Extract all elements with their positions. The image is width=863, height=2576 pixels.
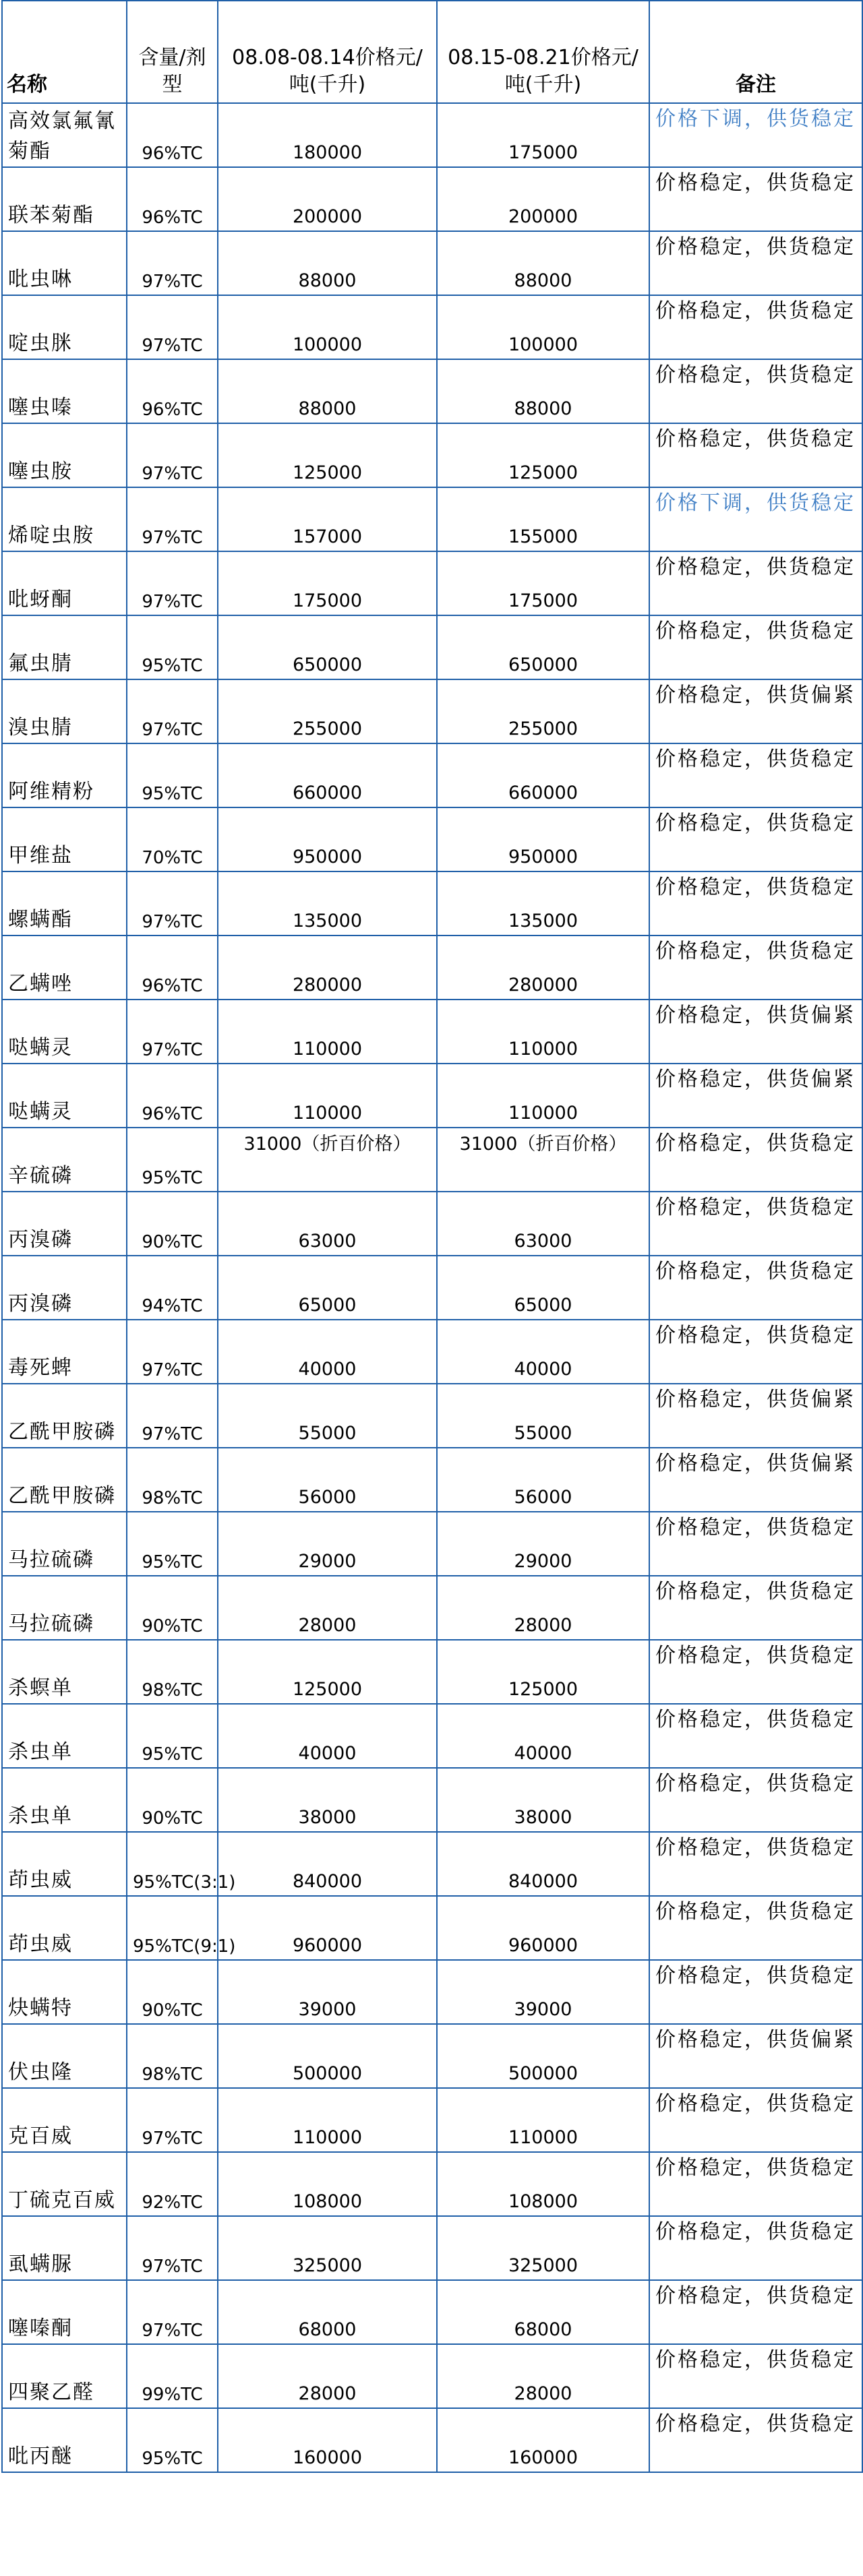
table-row	[2, 2344, 862, 2408]
spec-cell: 96%TC	[127, 1064, 218, 1128]
week1-price-cell: 960000	[218, 1896, 437, 1960]
week1-price-cell: 125000	[218, 423, 437, 487]
product-name-cell: 马拉硫磷	[2, 1576, 127, 1640]
table-row	[2, 2024, 862, 2088]
week1-price-cell: 135000	[218, 871, 437, 936]
note-cell: 价格稳定，供货稳定	[649, 1512, 862, 1576]
spec-cell: 98%TC	[127, 1640, 218, 1704]
table-row	[2, 1576, 862, 1640]
product-name-cell: 克百威	[2, 2088, 127, 2152]
week2-price-cell: 38000	[437, 1768, 649, 1832]
header-week1-price: 08.08-08.14价格元/吨(千升)	[218, 1, 437, 103]
table-row	[2, 1960, 862, 2024]
week2-price-cell: 200000	[437, 167, 649, 231]
spec-cell: 92%TC	[127, 2152, 218, 2216]
week1-price-cell: 55000	[218, 1384, 437, 1448]
spec-cell: 97%TC	[127, 231, 218, 295]
week2-price-cell: 55000	[437, 1384, 649, 1448]
spec-cell: 97%TC	[127, 1384, 218, 1448]
note-cell: 价格稳定，供货稳定	[649, 295, 862, 359]
week2-price-cell: 65000	[437, 1256, 649, 1320]
note-cell: 价格稳定，供货稳定	[649, 1320, 862, 1384]
week1-price-cell: 280000	[218, 936, 437, 1000]
week1-price-cell: 56000	[218, 1448, 437, 1512]
table-row	[2, 1256, 862, 1320]
week1-price-cell: 180000	[218, 103, 437, 167]
spec-cell: 90%TC	[127, 1768, 218, 1832]
week1-price-cell: 840000	[218, 1832, 437, 1896]
product-name-cell: 丙溴磷	[2, 1256, 127, 1320]
table-row	[2, 1896, 862, 1960]
week2-price-cell: 280000	[437, 936, 649, 1000]
week1-price-cell: 160000	[218, 2408, 437, 2472]
spec-cell: 95%TC	[127, 1512, 218, 1576]
week1-price-cell: 28000	[218, 2344, 437, 2408]
product-name-cell: 丙溴磷	[2, 1192, 127, 1256]
product-name-cell: 乙螨唑	[2, 936, 127, 1000]
week2-price-cell: 100000	[437, 295, 649, 359]
week2-price-cell: 56000	[437, 1448, 649, 1512]
week1-price-cell: 950000	[218, 807, 437, 871]
table-row	[2, 1000, 862, 1064]
note-cell: 价格稳定，供货稳定	[649, 1960, 862, 2024]
spec-cell: 97%TC	[127, 423, 218, 487]
spec-cell: 70%TC	[127, 807, 218, 871]
week2-price-cell: 110000	[437, 1000, 649, 1064]
table-row	[2, 615, 862, 679]
note-cell: 价格稳定，供货偏紧	[649, 1448, 862, 1512]
week2-price-cell: 88000	[437, 359, 649, 423]
product-name-cell: 高效氯氟氰菊酯	[2, 103, 127, 167]
product-name-cell: 茚虫威	[2, 1896, 127, 1960]
product-name-cell: 联苯菊酯	[2, 167, 127, 231]
week2-price-cell: 110000	[437, 2088, 649, 2152]
week1-price-cell: 110000	[218, 1000, 437, 1064]
product-name-cell: 乙酰甲胺磷	[2, 1448, 127, 1512]
spec-cell: 96%TC	[127, 167, 218, 231]
note-cell: 价格稳定，供货稳定	[649, 807, 862, 871]
week1-price-cell: 39000	[218, 1960, 437, 2024]
week1-price-cell: 29000	[218, 1512, 437, 1576]
note-cell: 价格稳定，供货稳定	[649, 2152, 862, 2216]
spec-cell: 95%TC	[127, 743, 218, 807]
note-cell: 价格稳定，供货稳定	[649, 1128, 862, 1192]
note-cell: 价格稳定，供货稳定	[649, 1704, 862, 1768]
table-row	[2, 1320, 862, 1384]
week2-price-cell: 40000	[437, 1320, 649, 1384]
price-sheet	[1, 0, 862, 2473]
week1-price-cell: 65000	[218, 1256, 437, 1320]
week1-price-cell: 175000	[218, 551, 437, 615]
spec-cell: 95%TC	[127, 1704, 218, 1768]
header-week2-price: 08.15-08.21价格元/吨(千升)	[437, 1, 649, 103]
week1-price-cell: 500000	[218, 2024, 437, 2088]
table-row	[2, 1512, 862, 1576]
week1-price-cell: 125000	[218, 1640, 437, 1704]
week1-price-cell: 200000	[218, 167, 437, 231]
product-name-cell: 阿维精粉	[2, 743, 127, 807]
spec-cell: 94%TC	[127, 1256, 218, 1320]
table-row	[2, 1704, 862, 1768]
note-cell: 价格稳定，供货稳定	[649, 1896, 862, 1960]
spec-cell: 96%TC	[127, 103, 218, 167]
note-cell: 价格稳定，供货稳定	[649, 2280, 862, 2344]
week2-price-cell: 135000	[437, 871, 649, 936]
table-row	[2, 103, 862, 167]
product-name-cell: 杀螟单	[2, 1640, 127, 1704]
spec-cell: 97%TC	[127, 2280, 218, 2344]
product-name-cell: 烯啶虫胺	[2, 487, 127, 551]
note-cell: 价格稳定，供货偏紧	[649, 679, 862, 743]
table-row	[2, 1768, 862, 1832]
table-row	[2, 2216, 862, 2280]
product-name-cell: 噻嗪酮	[2, 2280, 127, 2344]
week2-price-cell: 960000	[437, 1896, 649, 1960]
spec-cell: 97%TC	[127, 1000, 218, 1064]
product-name-cell: 伏虫隆	[2, 2024, 127, 2088]
note-cell: 价格稳定，供货稳定	[649, 2344, 862, 2408]
product-name-cell: 四聚乙醛	[2, 2344, 127, 2408]
note-cell: 价格稳定，供货稳定	[649, 1576, 862, 1640]
week2-price-cell: 88000	[437, 231, 649, 295]
week1-price-cell: 38000	[218, 1768, 437, 1832]
spec-cell: 95%TC(3:1)	[127, 1832, 218, 1896]
spec-cell: 97%TC	[127, 2088, 218, 2152]
note-cell: 价格稳定，供货稳定	[649, 423, 862, 487]
table-row	[2, 1192, 862, 1256]
week2-price-cell: 175000	[437, 551, 649, 615]
note-cell: 价格稳定，供货稳定	[649, 1256, 862, 1320]
table-row	[2, 743, 862, 807]
product-name-cell: 吡虫啉	[2, 231, 127, 295]
note-cell: 价格稳定，供货稳定	[649, 615, 862, 679]
note-cell: 价格稳定，供货稳定	[649, 936, 862, 1000]
note-cell: 价格稳定，供货稳定	[649, 1768, 862, 1832]
table-row	[2, 1128, 862, 1192]
spec-cell: 97%TC	[127, 1320, 218, 1384]
spec-cell: 95%TC	[127, 615, 218, 679]
week1-price-cell: 255000	[218, 679, 437, 743]
week1-price-cell: 157000	[218, 487, 437, 551]
product-name-cell: 啶虫脒	[2, 295, 127, 359]
table-row	[2, 936, 862, 1000]
note-cell: 价格稳定，供货稳定	[649, 1640, 862, 1704]
spec-cell: 95%TC(9:1)	[127, 1896, 218, 1960]
table-row	[2, 231, 862, 295]
week2-price-cell: 63000	[437, 1192, 649, 1256]
spec-cell: 90%TC	[127, 1576, 218, 1640]
table-body	[2, 103, 862, 2472]
note-cell: 价格稳定，供货稳定	[649, 359, 862, 423]
week2-price-cell: 125000	[437, 423, 649, 487]
product-name-cell: 毒死蜱	[2, 1320, 127, 1384]
spec-cell: 97%TC	[127, 551, 218, 615]
week1-price-cell: 68000	[218, 2280, 437, 2344]
week2-price-cell: 40000	[437, 1704, 649, 1768]
spec-cell: 97%TC	[127, 295, 218, 359]
week1-price-cell: 40000	[218, 1320, 437, 1384]
product-name-cell: 噻虫胺	[2, 423, 127, 487]
table-row	[2, 2088, 862, 2152]
product-name-cell: 炔螨特	[2, 1960, 127, 2024]
note-cell: 价格稳定，供货稳定	[649, 551, 862, 615]
table-row	[2, 423, 862, 487]
note-cell: 价格稳定，供货稳定	[649, 231, 862, 295]
product-name-cell: 溴虫腈	[2, 679, 127, 743]
week1-price-cell: 660000	[218, 743, 437, 807]
week1-price-cell: 88000	[218, 359, 437, 423]
product-name-cell: 乙酰甲胺磷	[2, 1384, 127, 1448]
spec-cell: 90%TC	[127, 1960, 218, 2024]
price-table	[1, 0, 863, 2473]
product-name-cell: 杀虫单	[2, 1768, 127, 1832]
week2-price-cell: 29000	[437, 1512, 649, 1576]
spec-cell: 95%TC	[127, 2408, 218, 2472]
product-name-cell: 吡蚜酮	[2, 551, 127, 615]
product-name-cell: 吡丙醚	[2, 2408, 127, 2472]
note-cell: 价格下调，供货稳定	[649, 103, 862, 167]
week2-price-cell: 28000	[437, 1576, 649, 1640]
note-cell: 价格稳定，供货稳定	[649, 871, 862, 936]
table-row	[2, 807, 862, 871]
header-row	[2, 1, 862, 103]
week1-price-cell: 110000	[218, 2088, 437, 2152]
table-row	[2, 2408, 862, 2472]
week1-price-cell: 650000	[218, 615, 437, 679]
week2-price-cell: 950000	[437, 807, 649, 871]
product-name-cell: 哒螨灵	[2, 1000, 127, 1064]
table-row	[2, 2280, 862, 2344]
week1-price-cell: 108000	[218, 2152, 437, 2216]
note-cell: 价格稳定，供货偏紧	[649, 1000, 862, 1064]
product-name-cell: 甲维盐	[2, 807, 127, 871]
note-cell: 价格稳定，供货稳定	[649, 743, 862, 807]
header-note: 备注	[649, 1, 862, 103]
table-row	[2, 1832, 862, 1896]
product-name-cell: 茚虫威	[2, 1832, 127, 1896]
product-name-cell: 哒螨灵	[2, 1064, 127, 1128]
week2-price-cell: 660000	[437, 743, 649, 807]
spec-cell: 97%TC	[127, 679, 218, 743]
week1-price-cell: 100000	[218, 295, 437, 359]
spec-cell: 97%TC	[127, 2216, 218, 2280]
week1-price-cell: 40000	[218, 1704, 437, 1768]
product-name-cell: 虱螨脲	[2, 2216, 127, 2280]
week2-price-cell: 325000	[437, 2216, 649, 2280]
table-row	[2, 2152, 862, 2216]
week1-price-cell: 325000	[218, 2216, 437, 2280]
week1-price-cell: 110000	[218, 1064, 437, 1128]
table-row	[2, 679, 862, 743]
note-cell: 价格稳定，供货偏紧	[649, 1064, 862, 1128]
week2-price-cell: 255000	[437, 679, 649, 743]
spec-cell: 96%TC	[127, 359, 218, 423]
spec-cell: 98%TC	[127, 2024, 218, 2088]
spec-cell: 97%TC	[127, 487, 218, 551]
week1-price-cell: 31000（折百价格）	[218, 1128, 437, 1192]
product-name-cell: 丁硫克百威	[2, 2152, 127, 2216]
table-row	[2, 871, 862, 936]
week2-price-cell: 68000	[437, 2280, 649, 2344]
spec-cell: 95%TC	[127, 1128, 218, 1192]
week2-price-cell: 108000	[437, 2152, 649, 2216]
product-name-cell: 噻虫嗪	[2, 359, 127, 423]
week1-price-cell: 63000	[218, 1192, 437, 1256]
week2-price-cell: 155000	[437, 487, 649, 551]
product-name-cell: 氟虫腈	[2, 615, 127, 679]
spec-cell: 97%TC	[127, 871, 218, 936]
week2-price-cell: 500000	[437, 2024, 649, 2088]
table-row	[2, 1384, 862, 1448]
week2-price-cell: 175000	[437, 103, 649, 167]
table-row	[2, 359, 862, 423]
product-name-cell: 螺螨酯	[2, 871, 127, 936]
spec-cell: 96%TC	[127, 936, 218, 1000]
week2-price-cell: 110000	[437, 1064, 649, 1128]
week2-price-cell: 650000	[437, 615, 649, 679]
header-name: 名称	[2, 1, 127, 103]
note-cell: 价格稳定，供货稳定	[649, 1832, 862, 1896]
note-cell: 价格稳定，供货偏紧	[649, 1384, 862, 1448]
header-spec: 含量/剂型	[127, 1, 218, 103]
week1-price-cell: 28000	[218, 1576, 437, 1640]
note-cell: 价格稳定，供货稳定	[649, 2408, 862, 2472]
week2-price-cell: 39000	[437, 1960, 649, 2024]
product-name-cell: 辛硫磷	[2, 1128, 127, 1192]
week2-price-cell: 31000（折百价格）	[437, 1128, 649, 1192]
product-name-cell: 马拉硫磷	[2, 1512, 127, 1576]
product-name-cell: 杀虫单	[2, 1704, 127, 1768]
week2-price-cell: 160000	[437, 2408, 649, 2472]
spec-cell: 99%TC	[127, 2344, 218, 2408]
week2-price-cell: 840000	[437, 1832, 649, 1896]
note-cell: 价格稳定，供货稳定	[649, 2088, 862, 2152]
note-cell: 价格下调，供货稳定	[649, 487, 862, 551]
note-cell: 价格稳定，供货稳定	[649, 2216, 862, 2280]
table-row	[2, 167, 862, 231]
spec-cell: 98%TC	[127, 1448, 218, 1512]
spec-cell: 90%TC	[127, 1192, 218, 1256]
note-cell: 价格稳定，供货稳定	[649, 1192, 862, 1256]
table-row	[2, 487, 862, 551]
table-row	[2, 1640, 862, 1704]
table-row	[2, 295, 862, 359]
table-row	[2, 551, 862, 615]
table-row	[2, 1064, 862, 1128]
week1-price-cell: 88000	[218, 231, 437, 295]
week2-price-cell: 125000	[437, 1640, 649, 1704]
table-row	[2, 1448, 862, 1512]
note-cell: 价格稳定，供货偏紧	[649, 2024, 862, 2088]
note-cell: 价格稳定，供货稳定	[649, 167, 862, 231]
week2-price-cell: 28000	[437, 2344, 649, 2408]
